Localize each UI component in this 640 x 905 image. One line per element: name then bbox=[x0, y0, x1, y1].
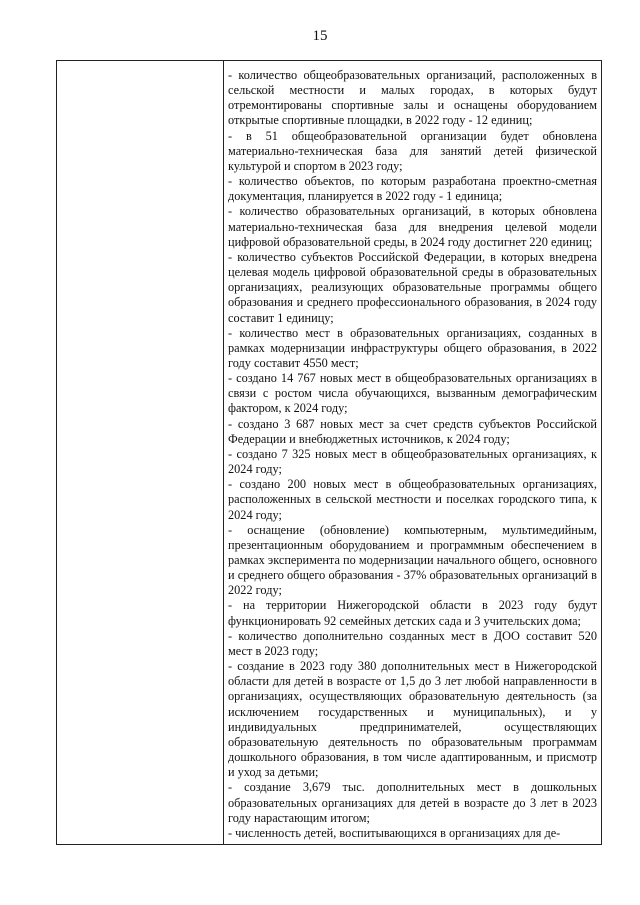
list-item: - создано 3 687 новых мест за счет средств субъектов Российской Федерации и внебюджетных источников, к 2024 году; bbox=[228, 416, 597, 446]
list-item: - количество субъектов Российской Федерации, в которых внедрена целевая модель цифровой образовательной среды в образовательных организациях, реализующих образовательные программы общего образования и среднего профессионального образования, в 2024 году составит 1 единицу; bbox=[228, 249, 597, 325]
list-item: - количество объектов, по которым разработана проектно-сметная документация, планируется в 2022 году - 1 единица; bbox=[228, 174, 597, 204]
page-number: 15 bbox=[312, 28, 328, 44]
list-item: - создано 7 325 новых мест в общеобразовательных организациях, к 2024 году; bbox=[228, 446, 597, 477]
list-item: - создано 14 767 новых мест в общеобразовательных организациях в связи с ростом числа обучающихся, вызванным демографическим фактором, к 2024 году; bbox=[228, 371, 597, 416]
list-item: - количество дополнительно созданных мест в ДОО составит 520 мест в 2023 году; bbox=[228, 628, 597, 658]
list-item: - количество образовательных организаций, в которых обновлена материально-техническая база для внедрения целевой модели цифровой образовательной среды, в 2024 году достигнет 220 единиц; bbox=[228, 204, 597, 249]
table-right-column bbox=[224, 61, 601, 844]
list-item: - на территории Нижегородской области в 2023 году будут функционировать 92 семейных детских сада и 3 учительских дома; bbox=[228, 598, 597, 628]
content-table bbox=[56, 60, 602, 845]
list-item: - количество мест в образовательных организациях, созданных в рамках модернизации инфраструктуры общего образования, в 2022 году составит 4550 мест; bbox=[228, 325, 597, 370]
table-left-column bbox=[57, 61, 224, 844]
list-item: - в 51 общеобразовательной организации будет обновлена материально-техническая база для занятий детей физической культурой и спортом в 2023 году; bbox=[228, 128, 597, 173]
list-item: - численность детей, воспитывающихся в организациях для де- bbox=[228, 825, 561, 840]
list-item: - оснащение (обновление) компьютерным, мультимедийным, презентационным оборудованием и программным обеспечением в рамках эксперимента по модернизации начального общего, основного и среднего общего образования - 37% образовательных организаций в 2022 году; bbox=[228, 522, 597, 598]
list-item: - создание 3,679 тыс. дополнительных мест в дошкольных образовательных организациях для детей в возрасте до 3 лет в 2023 году нарастающим итогом; bbox=[228, 780, 597, 825]
list-item: - количество общеобразовательных организаций, расположенных в сельской местности и малых городах, в которых будут отремонтированы спортивные залы и оснащены оборудованием открытые спортивные площадки, в 2022 году - 12 единиц; bbox=[228, 68, 597, 128]
list-item: - создание в 2023 году 380 дополнительных мест в Нижегородской области для детей в возрасте от 1,5 до 3 лет любой направленности в организациях, осуществляющих образовательную деятельность (за исключением государственных и муниципальных), и у индивидуальных предпринимателей, осуществляющих образовательную деятельность по образовательным программам дошкольного образования, в том числе адаптированным, и присмотр и уход за детьми; bbox=[228, 659, 597, 780]
list-item: - создано 200 новых мест в общеобразовательных организациях, расположенных в сельской местности и поселках городского типа, к 2024 году; bbox=[228, 477, 597, 522]
